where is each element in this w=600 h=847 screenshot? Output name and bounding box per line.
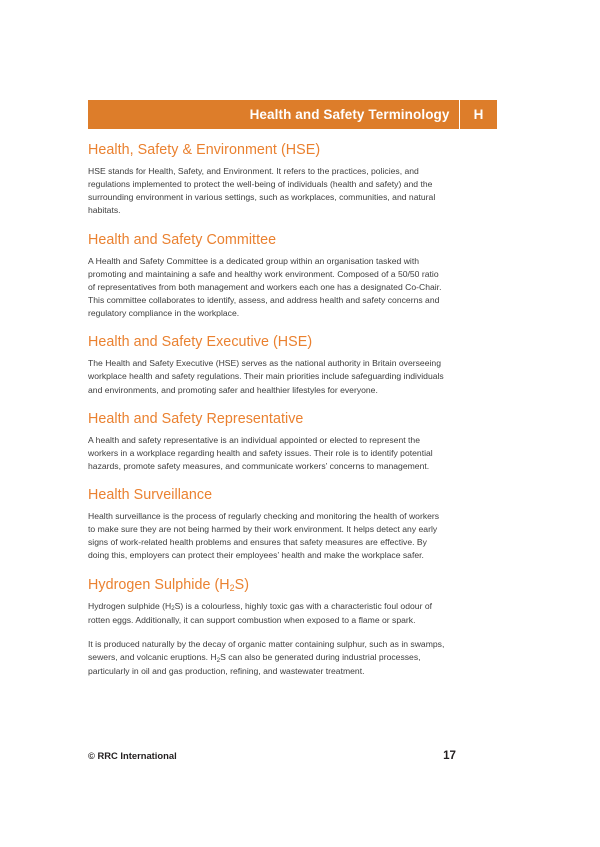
paragraph: A Health and Safety Committee is a dedicated group within an organisation tasked with promoting and maintaining a safe and healthy work environment. Composed of a 50/50 ratio of representatives from both management and workers each one has a designated Co-Chair. This committee collaborates to identify, assess, and address health and safety concerns and regulatory compliance in the workplace. — [88, 255, 442, 319]
heading-subscript: 2 — [229, 583, 235, 594]
section-heading: Health and Safety Representative — [88, 410, 304, 427]
paragraph-text-after: S) is a colourless, highly toxic gas with a characteristic foul odour of rotten eggs. Additionally, it can support combustion when exposed to a flame or spark. — [88, 600, 433, 625]
section-heading: Health and Safety Committee — [88, 231, 277, 248]
section-health-safety-executive — [88, 334, 448, 396]
paragraph-text-before: It is produced naturally by the decay of organic matter containing sulphur, such as in swamps, sewers, and volcanic eruptions. H — [88, 638, 445, 662]
header-title: Health and Safety Terminology — [249, 106, 450, 122]
paragraph-text-after: S can also be generated during industrial processes, particularly in oil and gas production, refining, and wastewater treatment. — [88, 652, 421, 677]
header-index-letter: H — [473, 106, 484, 122]
heading-text-after: S) — [234, 576, 250, 593]
section-heading: Health and Safety Executive (HSE) — [88, 334, 313, 351]
section-health-safety-environment — [88, 142, 448, 218]
document-content — [88, 142, 448, 678]
page-title: Health, Safety & Environment (HSE) — [88, 142, 321, 158]
paragraph: HSE stands for Health, Safety, and Environment. It refers to the practices, policies, and regulations implemented to protect the well-being of individuals (health and safety) and the surrounding environment in various settings, such as workplaces, communities, and natural habitats. — [88, 166, 436, 216]
paragraph-subscript: 2 — [216, 656, 221, 664]
page-footer — [88, 749, 456, 762]
footer-page-number: 17 — [443, 749, 456, 762]
paragraph: Health surveillance is the process of regularly checking and monitoring the health of workers to make sure they are not being harmed by their work environment. It helps detect any early signs of work-related health problems and ensures that safety measures are effective. By doing this, employers can protect their employees’ health and make the workplace safer. — [88, 511, 440, 561]
paragraph: A health and safety representative is an individual appointed or elected to represent the workers in a workplace regarding health and safety issues. Their role is to identify potential hazards, promote safety measures, and communicate workers’ concerns to management. — [88, 434, 433, 471]
section-health-safety-committee — [88, 232, 448, 321]
page-header-banner — [88, 100, 497, 129]
paragraph — [88, 600, 448, 627]
paragraph-text-before: Hydrogen sulphide (H — [88, 600, 172, 611]
section-heading — [88, 577, 448, 594]
section-hydrogen-sulphide — [88, 577, 448, 679]
paragraph: The Health and Safety Executive (HSE) serves as the national authority in Britain overseeing workplace health and safety regulations. Their main priorities include safeguarding individuals and environments, and promoting safer and healthier lifestyles for everyone. — [88, 358, 444, 395]
paragraph — [88, 638, 448, 678]
footer-copyright: © RRC International — [88, 750, 177, 761]
heading-text-before: Hydrogen Sulphide (H — [88, 576, 230, 593]
section-heading: Health Surveillance — [88, 487, 213, 504]
section-health-safety-representative — [88, 411, 448, 473]
section-health-surveillance — [88, 487, 448, 563]
paragraph-subscript: 2 — [171, 605, 175, 613]
